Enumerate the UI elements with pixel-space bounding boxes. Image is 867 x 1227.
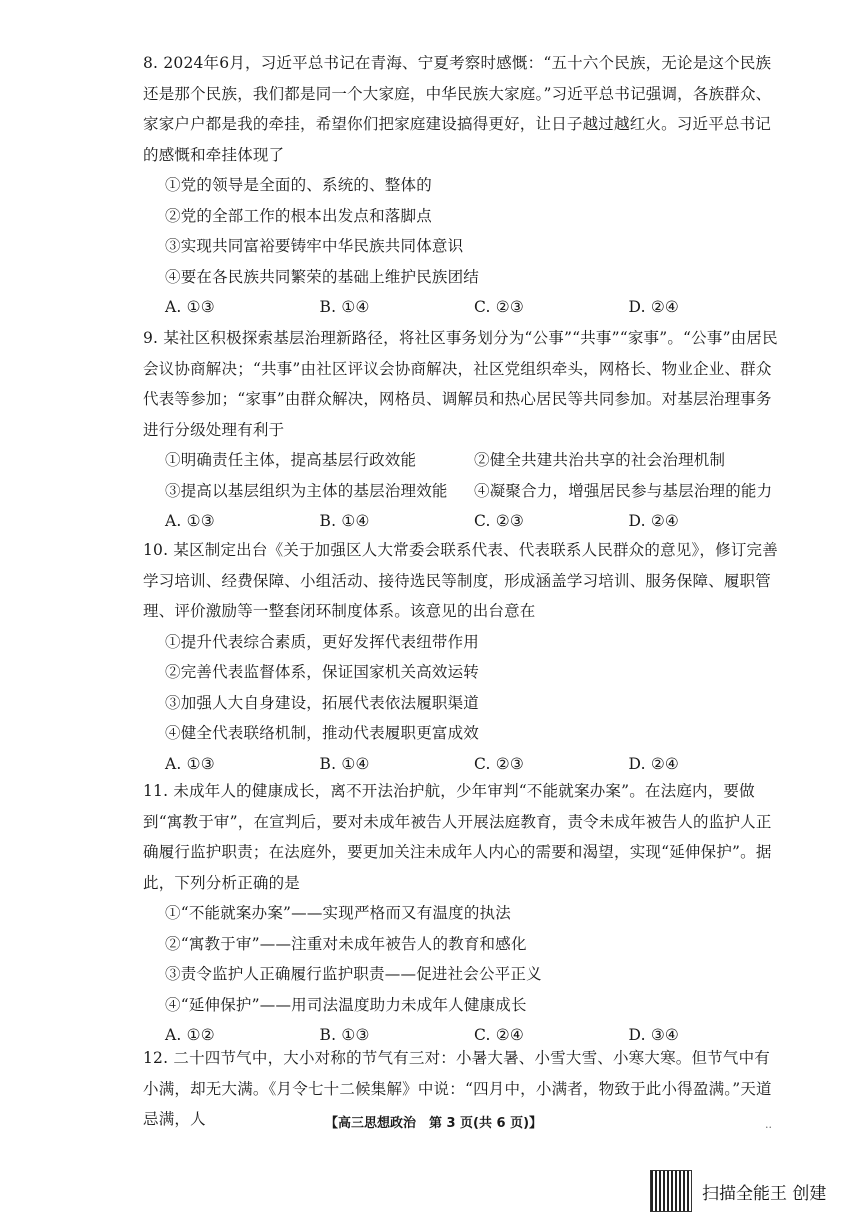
option-4: ④“延伸保护”——用司法温度助力未成年人健康成长 bbox=[165, 995, 527, 1014]
question-10 bbox=[143, 535, 783, 779]
answer-choices bbox=[143, 506, 783, 537]
choice-d: D. ②④ bbox=[628, 512, 680, 530]
option-3: ③责令监护人正确履行监护职责——促进社会公平正义 bbox=[165, 965, 542, 983]
option-4: ④健全代表联络机制，推动代表履职更富成效 bbox=[165, 724, 480, 742]
question-9 bbox=[143, 323, 783, 537]
question-stem: 11. 未成年人的健康成长，离不开法治护航，少年审判“不能就案办案”。在法庭内，要做到“寓教于审”，在宣判后，要对未成年被告人开展法庭教育，责令未成年被告人的监护人正确履行监护职责；在法庭外，要更加关注未成年人内心的需要和渴望，实现“延伸保护”。据此，下列分析正确的是 bbox=[143, 782, 772, 892]
question-stem: 8. 2024年6月，习近平总书记在青海、宁夏考察时感慨：“五十六个民族，无论是这个民族还是那个民族，我们都是同一个大家庭，中华民族大家庭。”习近平总书记强调，各族群众、家家户户都是我的牵挂，希望你们把家庭建设搞得更好，让日子越过越红火。习近平总书记的感慨和牵挂体现了 bbox=[143, 54, 772, 164]
question-stem: 12. 二十四节气中，大小对称的节气有三对：小暑大暑、小雪大雪、小寒大寒。但节气中有小满，却无大满。《月令七十二候集解》中说：“四月中，小满者，物致于此小得盈满。”天道忌满，人 bbox=[143, 1049, 772, 1128]
choice-b: B. ①④ bbox=[319, 754, 370, 773]
choice-b: B. ①④ bbox=[319, 298, 370, 316]
choice-a: A. ①③ bbox=[165, 298, 215, 316]
choice-a: A. ①③ bbox=[165, 754, 215, 773]
choice-c: C. ②③ bbox=[474, 512, 524, 530]
scanner-watermark bbox=[650, 1170, 826, 1212]
option-4: ④凝聚合力，增强居民参与基层治理的能力 bbox=[474, 481, 773, 500]
choice-c: C. ②④ bbox=[474, 1026, 524, 1044]
choice-a: A. ①③ bbox=[165, 512, 215, 530]
option-2: ②党的全部工作的根本出发点和落脚点 bbox=[165, 206, 432, 225]
choice-d: D. ③④ bbox=[628, 1026, 680, 1044]
answer-choices bbox=[143, 749, 783, 780]
choice-b: B. ①④ bbox=[319, 512, 370, 530]
option-3: ③实现共同富裕要铸牢中华民族共同体意识 bbox=[165, 237, 464, 255]
choice-a: A. ①② bbox=[165, 1026, 215, 1044]
option-1: ①党的领导是全面的、系统的、整体的 bbox=[165, 176, 432, 194]
choice-c: C. ②③ bbox=[474, 754, 524, 773]
option-2: ②“寓教于审”——注重对未成年被告人的教育和感化 bbox=[165, 934, 527, 953]
answer-choices bbox=[143, 292, 783, 323]
option-3: ③提高以基层组织为主体的基层治理效能 bbox=[165, 481, 448, 500]
choice-b: B. ①③ bbox=[319, 1026, 370, 1044]
option-2: ②完善代表监督体系，保证国家机关高效运转 bbox=[165, 663, 480, 681]
option-1: ①“不能就案办案”——实现严格而又有温度的执法 bbox=[165, 904, 511, 922]
footer-dots: .. bbox=[765, 1118, 772, 1131]
option-4: ④要在各民族共同繁荣的基础上维护民族团结 bbox=[165, 267, 480, 286]
page-footer: 【高三思想政治 第 3 页(共 6 页)】 bbox=[324, 1116, 543, 1131]
question-8 bbox=[143, 48, 783, 323]
choice-c: C. ②③ bbox=[474, 298, 524, 316]
option-1: ①提升代表综合素质，更好发挥代表纽带作用 bbox=[165, 632, 480, 651]
choice-d: D. ②④ bbox=[628, 298, 680, 316]
option-1: ①明确责任主体，提高基层行政效能 bbox=[165, 451, 417, 469]
choice-d: D. ②④ bbox=[628, 754, 680, 773]
scanner-label: 扫描全能王 创建 bbox=[702, 1183, 827, 1204]
option-row bbox=[143, 445, 783, 476]
qr-code-icon bbox=[650, 1170, 692, 1212]
option-row bbox=[143, 476, 783, 507]
question-stem: 9. 某社区积极探索基层治理新路径，将社区事务划分为“公事”“共事”“家事”。“公事”由居民会议协商解决；“共事”由社区评议会协商解决，社区党组织牵头，网格长、物业企业、群众代表等参加；“家事”由群众解决，网格员、调解员和热心居民等共同参加。对基层治理事务进行分级处理有利于 bbox=[143, 329, 778, 439]
option-2: ②健全共建共治共享的社会治理机制 bbox=[474, 451, 726, 469]
option-3: ③加强人大自身建设，拓展代表依法履职渠道 bbox=[165, 693, 480, 712]
question-11 bbox=[143, 776, 783, 1051]
question-stem: 10. 某区制定出台《关于加强区人大常委会联系代表、代表联系人民群众的意见》，修订完善学习培训、经费保障、小组活动、接待选民等制度，形成涵盖学习培训、服务保障、履职管理、评价激励等一整套闭环制度体系。该意见的出台意在 bbox=[143, 541, 778, 620]
